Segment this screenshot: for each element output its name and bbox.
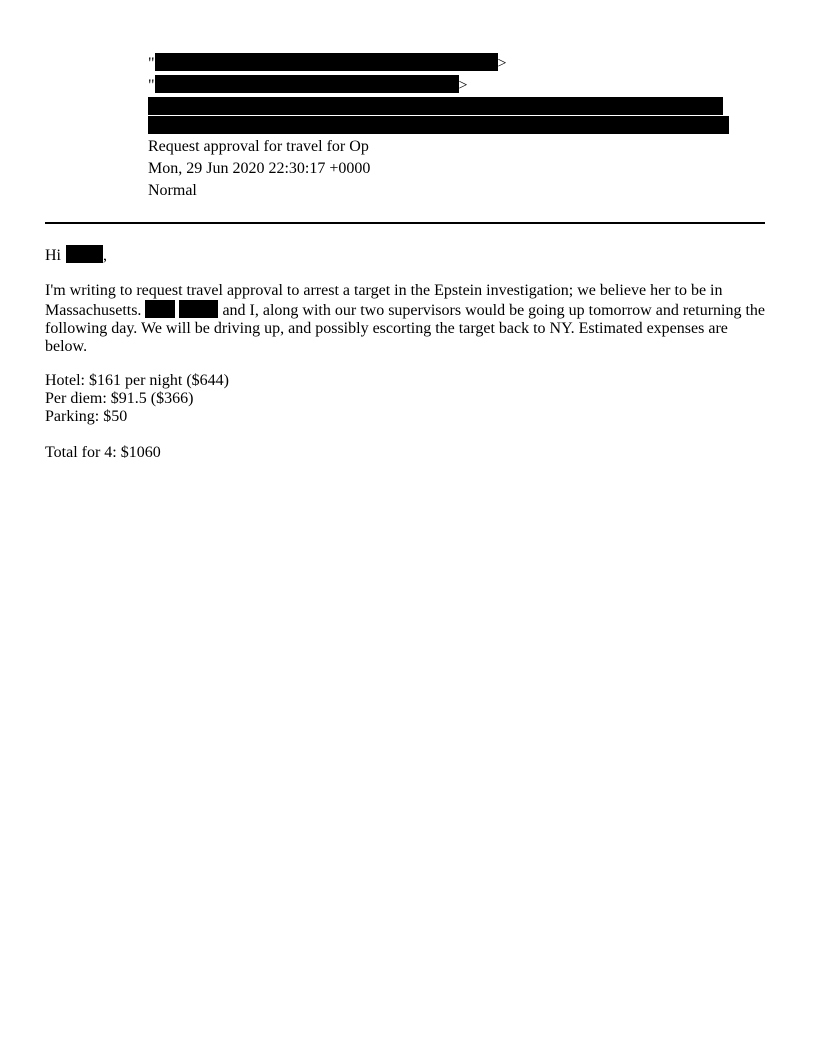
redaction-box: [148, 97, 723, 115]
expense-item: Hotel: $161 per night ($644): [45, 372, 229, 389]
paragraph-line-end: and I, along with our two supervisors would be going up tomorrow and returning the: [222, 302, 766, 319]
paragraph-line: following day. We will be driving up, and possibly escorting the target back to NY. Estimated expenses are: [45, 320, 728, 337]
to-value: [148, 75, 468, 96]
paragraph-line: [45, 300, 770, 320]
greeting-prefix: Hi: [45, 247, 61, 264]
redaction-box: [148, 116, 729, 134]
date-value: Mon, 29 Jun 2020 22:30:17 +0000: [148, 160, 371, 177]
subject-value: Request approval for travel for Op: [148, 138, 369, 155]
expense-total: Total for 4: $1060: [45, 444, 161, 461]
redaction-box: [155, 53, 498, 71]
redaction-box: [145, 300, 175, 318]
importance-value: Normal: [148, 182, 197, 199]
paragraph-line-start: Massachusetts.: [45, 302, 142, 319]
redaction-box: [155, 75, 459, 93]
greeting-suffix: ,: [103, 247, 107, 264]
header-divider: [45, 222, 765, 224]
from-value: [148, 53, 507, 74]
expense-item: Parking: $50: [45, 408, 128, 425]
cc-value-continued: [148, 116, 729, 137]
expense-item: Per diem: $91.5 ($366): [45, 390, 194, 407]
to-suffix: >: [458, 77, 468, 94]
to-prefix: ": [148, 77, 155, 94]
expense-list: [45, 372, 770, 426]
redaction-box: [179, 300, 218, 318]
request-paragraph: [45, 282, 770, 356]
greeting: [45, 245, 770, 265]
from-prefix: ": [148, 55, 155, 72]
paragraph-line: I'm writing to request travel approval to arrest a target in the Epstein investigation; we believe her to be in: [45, 282, 723, 299]
redaction-box: [66, 245, 103, 263]
paragraph-line: below.: [45, 338, 88, 355]
from-suffix: >: [497, 55, 507, 72]
cc-value: [148, 97, 723, 118]
